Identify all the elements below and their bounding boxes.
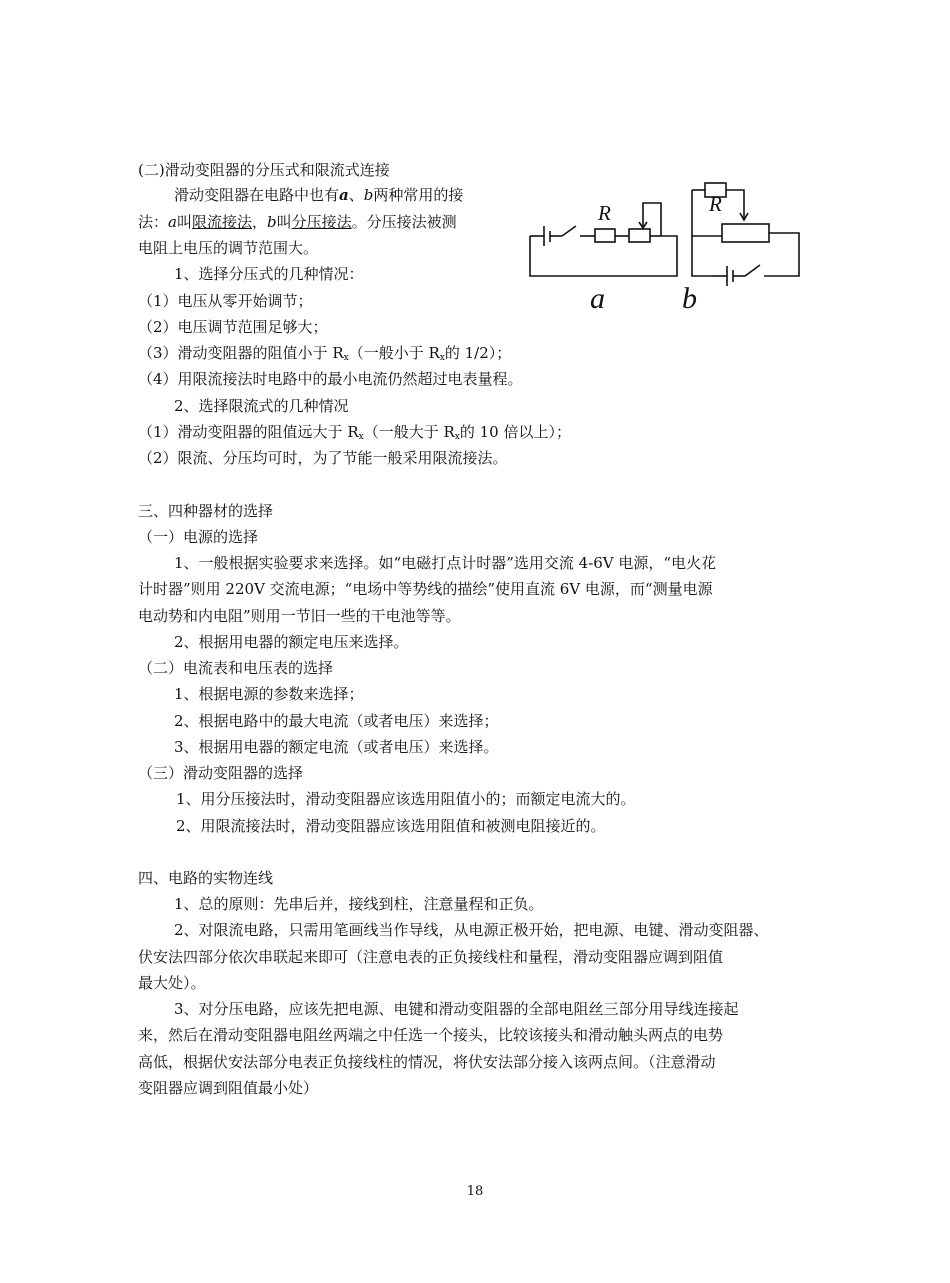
section2-heading: (二)滑动变阻器的分压式和限流式连接 <box>138 161 390 179</box>
meter-item-1: 1、根据电源的参数来选择； <box>174 685 364 703</box>
case1-item-4: （4）用限流接法时电路中的最小电流仍然超过电表量程。 <box>138 370 523 388</box>
case1-item-3: （3）滑动变阻器的阻值小于 $R_x$（一般小于 $R_x$的 1/2）； <box>138 344 512 363</box>
section4-heading: 四、电路的实物连线 <box>138 869 274 887</box>
case2-item-1: （1）滑动变阻器的阻值远大于 $R_x$（一般大于 $R_x$的 10 倍以上）； <box>138 423 571 442</box>
intro-line-2: 法：a叫限流接法，b叫分压接法。分压接法被测 <box>138 213 457 231</box>
wiring-para-2-line-3: 最大处）。 <box>138 974 206 992</box>
rheostat-item-1: 1、用分压接法时，滑动变阻器应该选用阻值小的；而额定电流大的。 <box>176 790 636 808</box>
page-number: 18 <box>466 1184 484 1199</box>
case1-item-2: （2）电压调节范围足够大； <box>138 318 328 336</box>
section3-sub1: （一）电源的选择 <box>138 528 259 546</box>
meter-item-2: 2、根据电路中的最大电流（或者电压）来选择； <box>174 712 499 730</box>
section3-sub3: （三）滑动变阻器的选择 <box>138 764 304 782</box>
wiring-para-3-line-1: 3、对分压电路，应该先把电源、电键和滑动变阻器的全部电阻丝三部分用导线连接起 <box>174 1000 739 1018</box>
case1-item-1: （1）电压从零开始调节； <box>138 292 313 310</box>
circuit-svg <box>520 176 810 326</box>
meter-item-3: 3、根据用电器的额定电流（或者电压）来选择。 <box>174 738 499 756</box>
intro-line-3: 电阻上电压的调节范围大。 <box>138 239 319 257</box>
wiring-para-3-line-4: 变阻器应调到阻值最小处） <box>138 1079 319 1097</box>
power-para-line-3: 电动势和内电阻”则用一节旧一些的干电池等等。 <box>138 607 461 625</box>
divider-method-term: 分压接法 <box>291 213 352 231</box>
wiring-para-3-line-3: 高低，根据伏安法部分电表正负接线柱的情况，将伏安法部分接入该两点间。（注意滑动 <box>138 1053 716 1071</box>
circuit-diagrams <box>520 176 810 326</box>
case1-title: 1、选择分压式的几种情况： <box>174 265 364 283</box>
section3-sub2: （二）电流表和电压表的选择 <box>138 659 334 677</box>
power-para-line-2: 计时器”则用 220V 交流电源；“电场中等势线的描绘”使用直流 6V 电源，而“测量电源 <box>138 580 713 598</box>
resistor-label-a: R <box>598 201 611 225</box>
case2-item-2: （2）限流、分压均可时，为了节能一般采用限流接法。 <box>138 449 508 467</box>
intro-line-1: 滑动变阻器在电路中也有a、b两种常用的接 <box>174 186 464 204</box>
wiring-para-2-line-1: 2、对限流电路，只需用笔画线当作导线，从电源正极开始，把电源、电键、滑动变阻器、 <box>174 921 769 939</box>
rheostat-item-2: 2、用限流接法时，滑动变阻器应该选用阻值和被测电阻接近的。 <box>176 817 606 835</box>
power-para-line-1: 1、一般根据实验要求来选择。如“电磁打点计时器”选用交流 4-6V 电源，“电火花 <box>174 554 717 572</box>
limit-method-term: 限流接法 <box>191 213 252 231</box>
circuit-label-a: a <box>590 282 605 315</box>
resistor-label-b: R <box>709 192 722 216</box>
power-para-2: 2、根据用电器的额定电压来选择。 <box>174 633 409 651</box>
circuit-label-b: b <box>682 282 697 315</box>
section3-heading: 三、四种器材的选择 <box>138 502 274 520</box>
case2-title: 2、选择限流式的几种情况 <box>174 397 349 415</box>
wiring-para-2-line-2: 伏安法四部分依次串联起来即可（注意电表的正负接线柱和量程，滑动变阻器应调到阻值 <box>138 948 724 966</box>
wiring-para-1: 1、总的原则：先串后并，接线到柱，注意量程和正负。 <box>174 895 544 913</box>
wiring-para-3-line-2: 来，然后在滑动变阻器电阻丝两端之中任选一个接头，比较该接头和滑动触头两点的电势 <box>138 1026 724 1044</box>
